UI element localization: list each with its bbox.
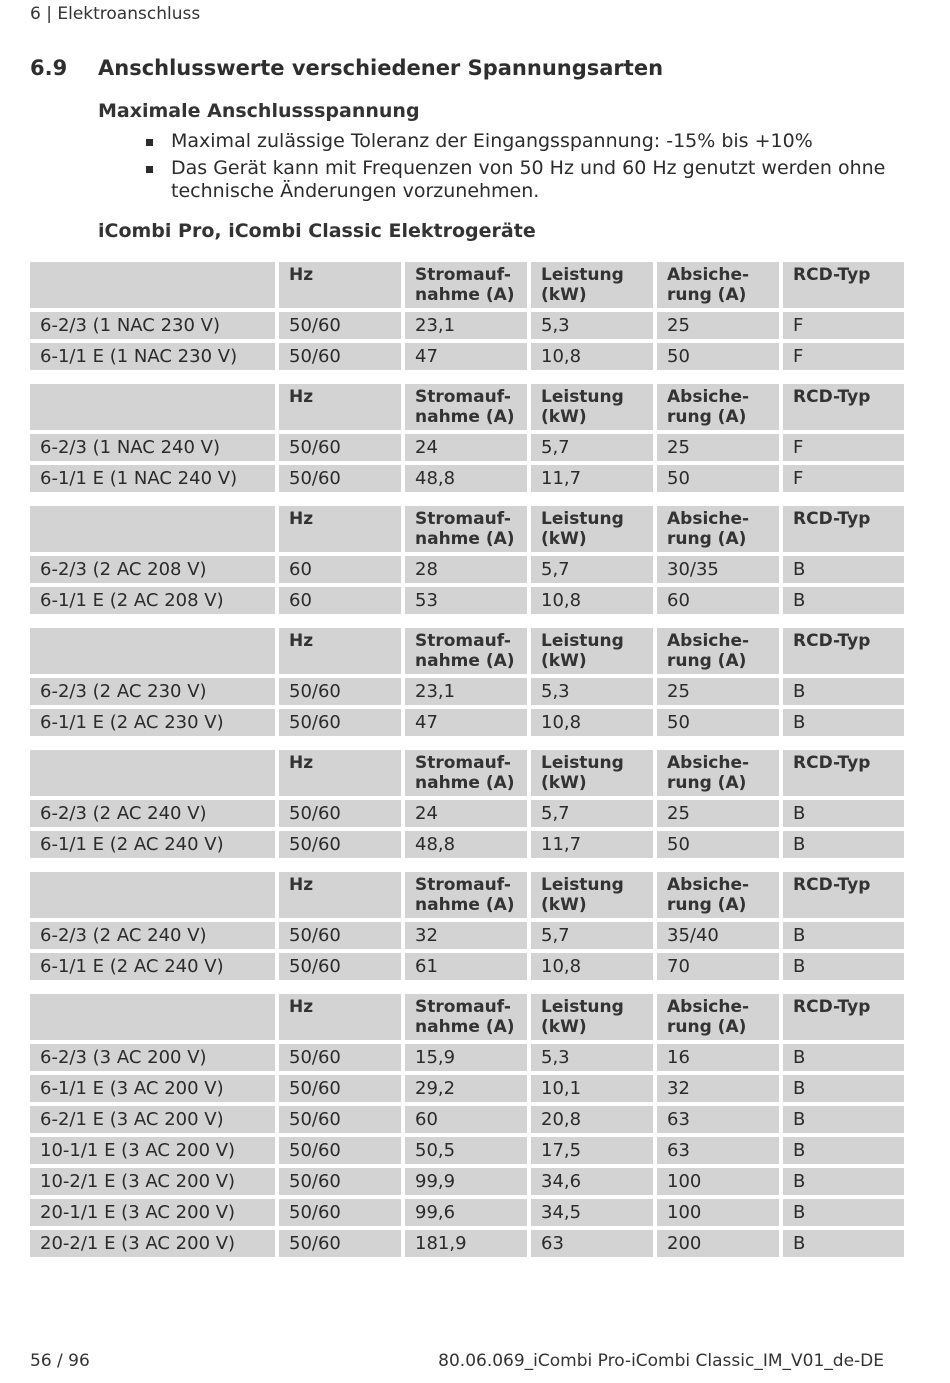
column-header: Leistung (kW) [531, 262, 653, 308]
value-cell: 25 [657, 678, 779, 705]
model-cell: 6-1/1 E (2 AC 240 V) [30, 953, 275, 980]
value-cell: B [783, 709, 904, 736]
column-header: Hz [279, 506, 401, 552]
table-row [30, 1044, 904, 1071]
model-cell: 6-2/3 (3 AC 200 V) [30, 1044, 275, 1071]
value-cell: F [783, 312, 904, 339]
model-cell: 10-2/1 E (3 AC 200 V) [30, 1168, 275, 1195]
value-cell: 15,9 [405, 1044, 527, 1071]
spec-table [26, 868, 908, 984]
running-header: 6 | Elektroanschluss [30, 4, 201, 24]
value-cell: 50/60 [279, 678, 401, 705]
table-row [30, 1168, 904, 1195]
value-cell: 99,9 [405, 1168, 527, 1195]
value-cell: 99,6 [405, 1199, 527, 1226]
square-bullet-icon [146, 166, 153, 173]
value-cell: 30/35 [657, 556, 779, 583]
value-cell: 50/60 [279, 831, 401, 858]
value-cell: F [783, 465, 904, 492]
connection-values-tables [30, 262, 884, 1271]
table-row [30, 1137, 904, 1164]
value-cell: 50/60 [279, 465, 401, 492]
model-cell: 6-2/3 (2 AC 240 V) [30, 800, 275, 827]
table-row [30, 1230, 904, 1257]
value-cell: 10,8 [531, 709, 653, 736]
value-cell: 10,8 [531, 343, 653, 370]
table-row [30, 800, 904, 827]
value-cell: 50/60 [279, 922, 401, 949]
table-header-row [30, 628, 904, 674]
column-header: Leistung (kW) [531, 750, 653, 796]
column-header: Leistung (kW) [531, 506, 653, 552]
table-header-row [30, 506, 904, 552]
value-cell: 25 [657, 434, 779, 461]
value-cell: 16 [657, 1044, 779, 1071]
value-cell: B [783, 1137, 904, 1164]
table-header-row [30, 872, 904, 918]
column-header: Hz [279, 384, 401, 430]
value-cell: F [783, 434, 904, 461]
value-cell: 50,5 [405, 1137, 527, 1164]
column-header: Stromauf- nahme (A) [405, 628, 527, 674]
value-cell: 50 [657, 343, 779, 370]
model-cell: 6-2/3 (2 AC 230 V) [30, 678, 275, 705]
table-header-row [30, 750, 904, 796]
column-header: Absiche- rung (A) [657, 384, 779, 430]
column-header: Hz [279, 872, 401, 918]
column-header: Stromauf- nahme (A) [405, 872, 527, 918]
value-cell: 10,1 [531, 1075, 653, 1102]
spec-table [26, 624, 908, 740]
column-header: Absiche- rung (A) [657, 872, 779, 918]
table-header-row [30, 384, 904, 430]
value-cell: B [783, 1168, 904, 1195]
column-header: Stromauf- nahme (A) [405, 994, 527, 1040]
column-header: Absiche- rung (A) [657, 262, 779, 308]
model-cell: 6-2/3 (2 AC 208 V) [30, 556, 275, 583]
column-header [30, 994, 275, 1040]
value-cell: 50/60 [279, 953, 401, 980]
column-header: Stromauf- nahme (A) [405, 506, 527, 552]
model-cell: 6-1/1 E (2 AC 230 V) [30, 709, 275, 736]
column-header: Hz [279, 262, 401, 308]
table-header-row [30, 994, 904, 1040]
value-cell: 100 [657, 1199, 779, 1226]
value-cell: 63 [657, 1106, 779, 1133]
value-cell: B [783, 587, 904, 614]
column-header: Leistung (kW) [531, 628, 653, 674]
value-cell: 50/60 [279, 1230, 401, 1257]
value-cell: 50/60 [279, 1137, 401, 1164]
value-cell: 50 [657, 831, 779, 858]
value-cell: 200 [657, 1230, 779, 1257]
model-cell: 6-1/1 E (1 NAC 240 V) [30, 465, 275, 492]
model-cell: 6-2/1 E (3 AC 200 V) [30, 1106, 275, 1133]
value-cell: 20,8 [531, 1106, 653, 1133]
value-cell: 50/60 [279, 1044, 401, 1071]
column-header [30, 506, 275, 552]
value-cell: 17,5 [531, 1137, 653, 1164]
table-row [30, 587, 904, 614]
model-cell: 6-1/1 E (1 NAC 230 V) [30, 343, 275, 370]
spec-table [26, 258, 908, 374]
value-cell: 48,8 [405, 831, 527, 858]
value-cell: B [783, 678, 904, 705]
value-cell: 10,8 [531, 587, 653, 614]
column-header: Hz [279, 994, 401, 1040]
value-cell: 47 [405, 709, 527, 736]
column-header: RCD-Typ [783, 262, 904, 308]
model-cell: 6-2/3 (1 NAC 240 V) [30, 434, 275, 461]
column-header: Hz [279, 750, 401, 796]
section-number: 6.9 [30, 56, 68, 80]
value-cell: 32 [405, 922, 527, 949]
column-header [30, 872, 275, 918]
table-row [30, 556, 904, 583]
column-header: RCD-Typ [783, 506, 904, 552]
value-cell: B [783, 1230, 904, 1257]
column-header: Stromauf- nahme (A) [405, 262, 527, 308]
column-header: RCD-Typ [783, 750, 904, 796]
document-id: 80.06.069_iCombi Pro-iCombi Classic_IM_V01_de-DE [438, 1351, 884, 1371]
section-title: Anschlusswerte verschiedener Spannungsarten [98, 56, 664, 80]
table-row [30, 831, 904, 858]
value-cell: 24 [405, 800, 527, 827]
column-header: Stromauf- nahme (A) [405, 384, 527, 430]
column-header: RCD-Typ [783, 872, 904, 918]
value-cell: 53 [405, 587, 527, 614]
column-header: Stromauf- nahme (A) [405, 750, 527, 796]
voltage-bullet-list [98, 130, 888, 207]
bullet-item [98, 157, 888, 203]
value-cell: B [783, 1044, 904, 1071]
section-heading [30, 56, 663, 80]
value-cell: 50/60 [279, 343, 401, 370]
column-header: RCD-Typ [783, 628, 904, 674]
column-header: Absiche- rung (A) [657, 506, 779, 552]
column-header: Leistung (kW) [531, 872, 653, 918]
column-header [30, 384, 275, 430]
value-cell: 11,7 [531, 831, 653, 858]
table-row [30, 434, 904, 461]
value-cell: 35/40 [657, 922, 779, 949]
column-header: RCD-Typ [783, 994, 904, 1040]
column-header: Absiche- rung (A) [657, 994, 779, 1040]
column-header: Absiche- rung (A) [657, 750, 779, 796]
value-cell: 50/60 [279, 709, 401, 736]
spec-table [26, 380, 908, 496]
value-cell: 50/60 [279, 1075, 401, 1102]
column-header: Absiche- rung (A) [657, 628, 779, 674]
value-cell: B [783, 953, 904, 980]
value-cell: 29,2 [405, 1075, 527, 1102]
value-cell: 5,7 [531, 800, 653, 827]
column-header: Leistung (kW) [531, 384, 653, 430]
value-cell: 5,3 [531, 678, 653, 705]
value-cell: 25 [657, 800, 779, 827]
page-number: 56 / 96 [30, 1351, 90, 1371]
model-cell: 6-1/1 E (2 AC 240 V) [30, 831, 275, 858]
square-bullet-icon [146, 139, 153, 146]
table-row [30, 1106, 904, 1133]
value-cell: 23,1 [405, 678, 527, 705]
column-header: RCD-Typ [783, 384, 904, 430]
value-cell: B [783, 1199, 904, 1226]
table-row [30, 465, 904, 492]
value-cell: 25 [657, 312, 779, 339]
value-cell: 48,8 [405, 465, 527, 492]
value-cell: 32 [657, 1075, 779, 1102]
devices-subheading: iCombi Pro, iCombi Classic Elektrogeräte [98, 220, 536, 242]
model-cell: 6-1/1 E (3 AC 200 V) [30, 1075, 275, 1102]
model-cell: 6-1/1 E (2 AC 208 V) [30, 587, 275, 614]
value-cell: 100 [657, 1168, 779, 1195]
value-cell: 5,3 [531, 1044, 653, 1071]
value-cell: 50/60 [279, 800, 401, 827]
table-row [30, 312, 904, 339]
spec-table [26, 746, 908, 862]
value-cell: 28 [405, 556, 527, 583]
column-header [30, 628, 275, 674]
value-cell: 50 [657, 709, 779, 736]
value-cell: F [783, 343, 904, 370]
column-header: Hz [279, 628, 401, 674]
value-cell: 181,9 [405, 1230, 527, 1257]
value-cell: 70 [657, 953, 779, 980]
voltage-subheading: Maximale Anschlussspannung [98, 100, 420, 122]
value-cell: 47 [405, 343, 527, 370]
model-cell: 10-1/1 E (3 AC 200 V) [30, 1137, 275, 1164]
value-cell: B [783, 831, 904, 858]
value-cell: 5,7 [531, 434, 653, 461]
value-cell: 50/60 [279, 1106, 401, 1133]
value-cell: 63 [657, 1137, 779, 1164]
table-row [30, 953, 904, 980]
bullet-text: Das Gerät kann mit Frequenzen von 50 Hz und 60 Hz genutzt werden ohne technische Änderungen vorzunehmen. [171, 157, 886, 202]
value-cell: 5,7 [531, 922, 653, 949]
model-cell: 20-2/1 E (3 AC 200 V) [30, 1230, 275, 1257]
value-cell: 50 [657, 465, 779, 492]
value-cell: 50/60 [279, 1168, 401, 1195]
column-header: Leistung (kW) [531, 994, 653, 1040]
value-cell: B [783, 1106, 904, 1133]
value-cell: 23,1 [405, 312, 527, 339]
column-header [30, 750, 275, 796]
value-cell: 50/60 [279, 312, 401, 339]
value-cell: B [783, 1075, 904, 1102]
spec-table [26, 502, 908, 618]
value-cell: 60 [657, 587, 779, 614]
table-row [30, 678, 904, 705]
value-cell: 50/60 [279, 434, 401, 461]
value-cell: 5,7 [531, 556, 653, 583]
model-cell: 6-2/3 (1 NAC 230 V) [30, 312, 275, 339]
table-row [30, 343, 904, 370]
bullet-item [98, 130, 888, 153]
table-header-row [30, 262, 904, 308]
value-cell: 11,7 [531, 465, 653, 492]
model-cell: 6-2/3 (2 AC 240 V) [30, 922, 275, 949]
value-cell: B [783, 800, 904, 827]
bullet-text: Maximal zulässige Toleranz der Eingangsspannung: -15% bis +10% [171, 130, 813, 152]
value-cell: B [783, 922, 904, 949]
table-row [30, 709, 904, 736]
value-cell: 10,8 [531, 953, 653, 980]
value-cell: 61 [405, 953, 527, 980]
table-row [30, 1199, 904, 1226]
value-cell: 60 [279, 587, 401, 614]
value-cell: 24 [405, 434, 527, 461]
value-cell: 50/60 [279, 1199, 401, 1226]
value-cell: B [783, 556, 904, 583]
table-row [30, 922, 904, 949]
value-cell: 34,5 [531, 1199, 653, 1226]
value-cell: 60 [405, 1106, 527, 1133]
spec-table [26, 990, 908, 1261]
value-cell: 63 [531, 1230, 653, 1257]
value-cell: 34,6 [531, 1168, 653, 1195]
column-header [30, 262, 275, 308]
value-cell: 5,3 [531, 312, 653, 339]
model-cell: 20-1/1 E (3 AC 200 V) [30, 1199, 275, 1226]
value-cell: 60 [279, 556, 401, 583]
table-row [30, 1075, 904, 1102]
